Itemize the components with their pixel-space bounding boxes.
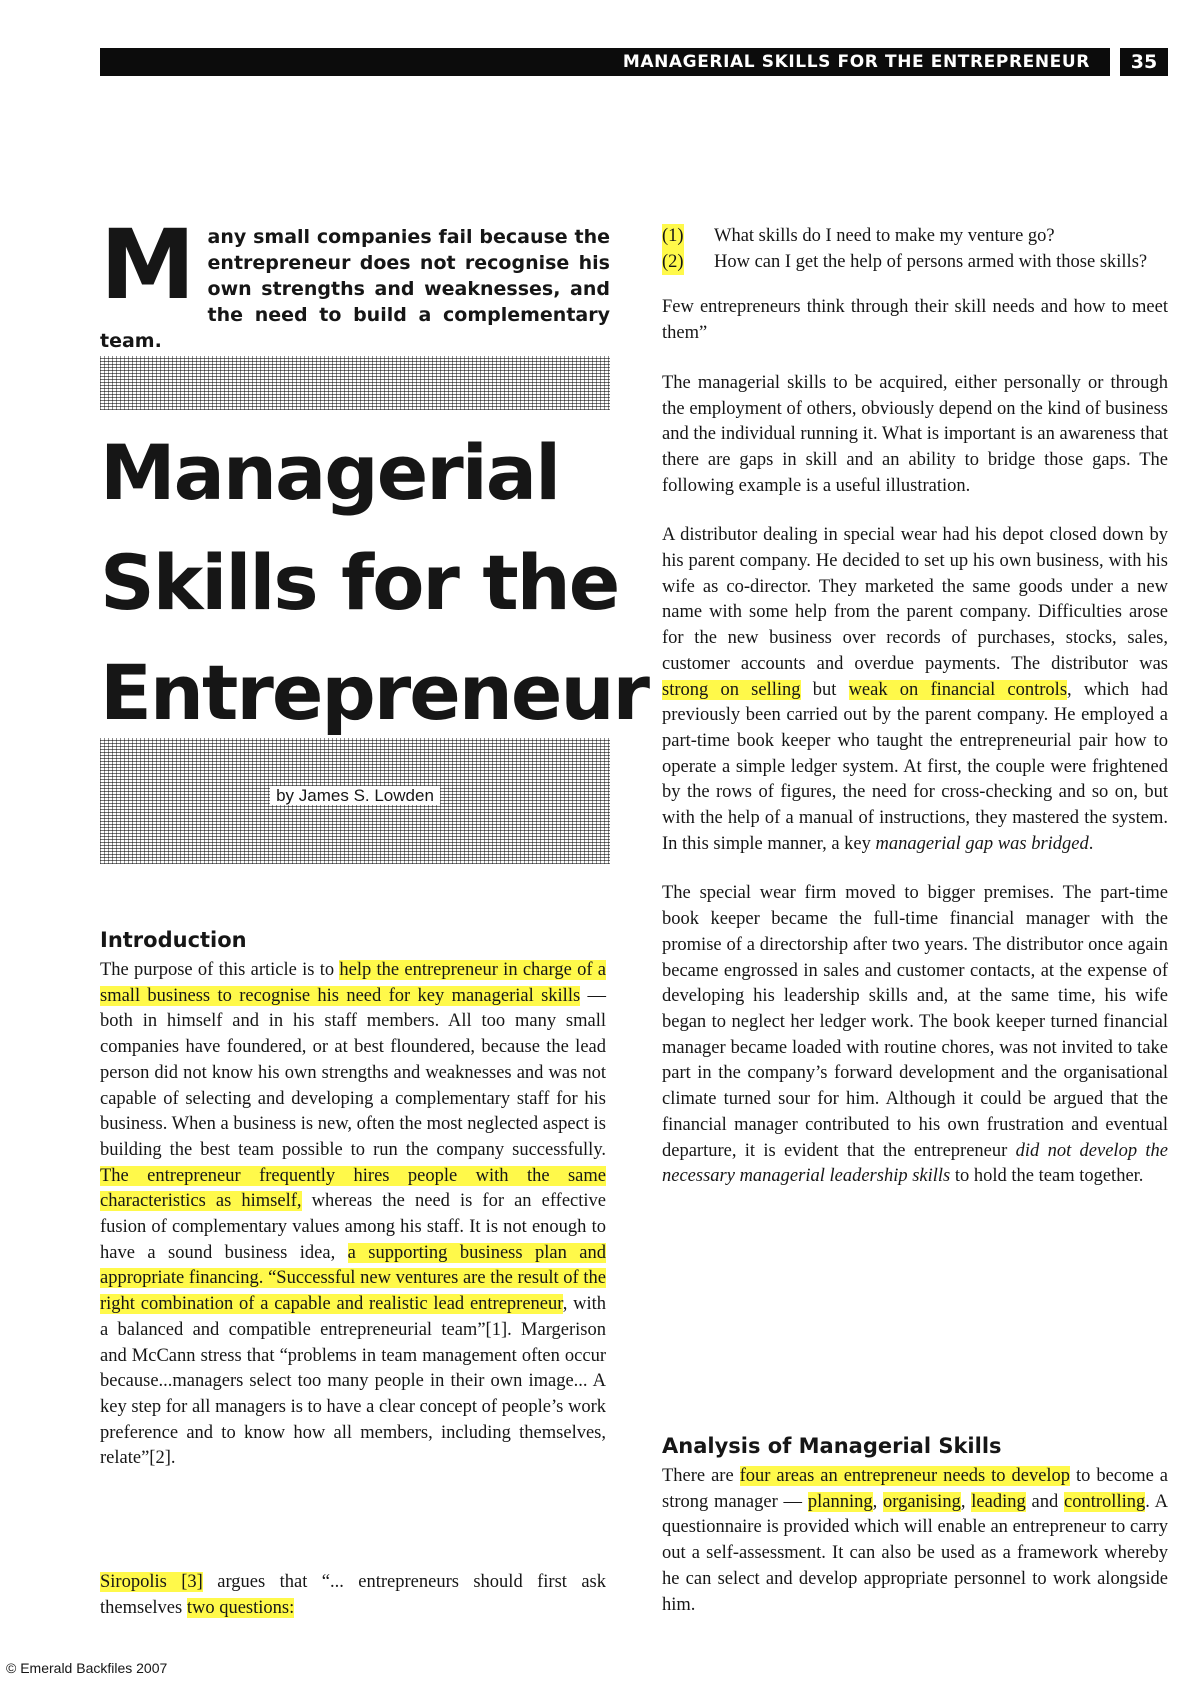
list-number: (2)	[662, 250, 684, 276]
emphasized-text: managerial gap was bridged	[875, 833, 1089, 854]
header-divider	[1110, 48, 1120, 76]
standfirst-text: any small companies fail because the entrepreneur does not recognise his own strengths and weaknesses, and the need to build a complementary team.	[100, 226, 610, 352]
highlighted-text: a supporting business plan and appropriate financing.	[100, 1242, 606, 1289]
title-line: Managerial	[100, 428, 560, 517]
copyright-footer: © Emerald Backfiles 2007	[6, 1660, 168, 1676]
text-run: to hold the team together.	[950, 1166, 1144, 1187]
title-line: Skills for the	[100, 538, 619, 627]
text-run: argues that “... entrepreneurs should first ask themselves	[100, 1572, 606, 1618]
text-run: ,	[872, 1491, 884, 1512]
few-entrepreneurs-paragraph	[662, 295, 1168, 346]
running-header	[100, 48, 1168, 76]
text-run: ,	[960, 1491, 972, 1512]
text-run: The special wear firm moved to bigger premises. The part-time book keeper became the full-time financial manager with the promise of a directorship after two years. The distributor once again became engrossed in sales and customer contacts, at the expense of developing his leadership skills and, at the same time, his wife began to neglect her ledger work. The book keeper turned financial manager became loaded with routine chores, was not invited to take part in the company’s forward development and the organisational climate turned sour for him. Although it could be argued that the financial manager contributed to his own frustration and eventual departure, it is evident that the entrepreneur	[662, 883, 1168, 1161]
highlighted-text: planning	[807, 1491, 873, 1512]
highlighted-text: “Successful new ventures are the result of the right combination of a capable and realistic lead entrepreneur	[100, 1268, 606, 1315]
text-run: but	[800, 679, 849, 700]
list-text: How can I get the help of persons armed with those skills?	[714, 251, 1148, 272]
highlighted-text: controlling	[1064, 1491, 1146, 1512]
section-heading-analysis: Analysis of Managerial Skills	[662, 1434, 1002, 1458]
distributor-paragraph	[662, 523, 1168, 857]
text-run: There are	[662, 1466, 740, 1486]
page-number: 35	[1130, 51, 1158, 73]
skills-paragraph	[662, 371, 1168, 500]
drop-cap: M	[100, 209, 196, 321]
firm-paragraph	[662, 881, 1168, 1189]
list-text: What skills do I need to make my venture go?	[714, 226, 1055, 246]
text-run: , which had previously been carried out by the parent company. He employed a part-time book keeper who taught the entrepreneurial pair how to operate a simple ledger system. At first, the couple were frightened by the rows of figures, the need for cross-checking and so on, but with the help of a manual of instructions, they mastered the system. In this simple manner, a key	[662, 679, 1168, 854]
question-list	[662, 224, 1168, 275]
text-run: The managerial skills to be acquired, either personally or through the employment of others, obviously depend on the kind of business and the individual running it. What is important is an awareness that there are gaps in skill and an ability to bridge those gaps. The following example is a useful illustration.	[662, 372, 1168, 496]
highlighted-text: four areas an entrepreneur needs to develop	[739, 1466, 1071, 1486]
text-run: and	[1025, 1491, 1065, 1512]
analysis-column	[662, 1464, 1168, 1618]
highlighted-text: leading	[971, 1491, 1026, 1512]
running-header-title: MANAGERIAL SKILLS FOR THE ENTREPRENEUR	[622, 52, 1090, 72]
text-run: whereas the need is for an effective fusion of complementary values among his staff. It is not enough to have a sound business idea,	[100, 1191, 606, 1263]
highlighted-text: help the entrepreneur in charge of a small business to recognise his need for key managerial skills	[100, 960, 606, 1006]
highlighted-text: The entrepreneur frequently hires people with the same characteristics as himself,	[100, 1165, 606, 1212]
highlighted-text: organising	[883, 1491, 961, 1512]
highlighted-text: Siropolis [3]	[100, 1572, 203, 1592]
siropolis-paragraph	[100, 1570, 606, 1621]
byline-text: by James S. Lowden	[270, 786, 440, 805]
left-column-end	[100, 1570, 606, 1621]
right-column	[662, 224, 1168, 1190]
left-column	[100, 958, 606, 1472]
highlighted-text: two questions:	[186, 1597, 295, 1618]
intro-paragraph	[100, 958, 606, 1472]
text-run: .	[1088, 833, 1094, 854]
byline	[100, 784, 610, 808]
highlighted-text: strong on selling	[662, 679, 801, 700]
list-number: (1)	[662, 224, 684, 250]
decorative-pattern-top	[100, 356, 610, 410]
list-item	[662, 224, 1168, 250]
article-title	[100, 418, 649, 748]
text-run: Few entrepreneurs think through their skill needs and how to meet them”	[662, 297, 1168, 344]
emphasized-text: did not develop the necessary managerial leadership skills	[662, 1140, 1168, 1187]
text-run: — both in himself and in his staff members. All too many small companies have foundered, or at best floundered, because the lead person did not know his own strengths and weaknesses and was not capable of selecting and developing a complementary staff for his business. When a business is new, often the most neglected aspect is building the best team possible to run the company successfully.	[100, 985, 607, 1160]
text-run: The purpose of this article is to	[100, 960, 340, 980]
standfirst	[100, 209, 610, 354]
text-run: to become a strong manager —	[662, 1466, 1169, 1512]
text-run: . A questionnaire is provided which will enable an entrepreneur to carry out a self-assessment. It can also be used as a framework whereby he can select and develop appropriate personnel to work alongside him.	[662, 1491, 1169, 1615]
title-line: Entrepreneur	[100, 648, 649, 737]
highlighted-text: weak on financial controls	[848, 679, 1068, 700]
section-heading-introduction: Introduction	[100, 928, 247, 952]
text-run: A distributor dealing in special wear had his depot closed down by his parent company. He decided to set up his own business, with his wife as co-director. They marketed the same goods under a new name with some help from the parent company. Difficulties arose for the new business over records of purchases, stocks, sales, customer accounts and overdue payments. The distributor was	[662, 525, 1168, 674]
list-item	[662, 250, 1168, 276]
analysis-paragraph	[662, 1464, 1168, 1618]
text-run: , with a balanced and compatible entrepreneurial team”[1]. Margerison and McCann stress that “problems in team management often occur because...managers select too many people in their own image... A key step for all managers is to have a clear concept of people’s work preference and to know how all members, including themselves, relate”[2].	[100, 1294, 606, 1469]
